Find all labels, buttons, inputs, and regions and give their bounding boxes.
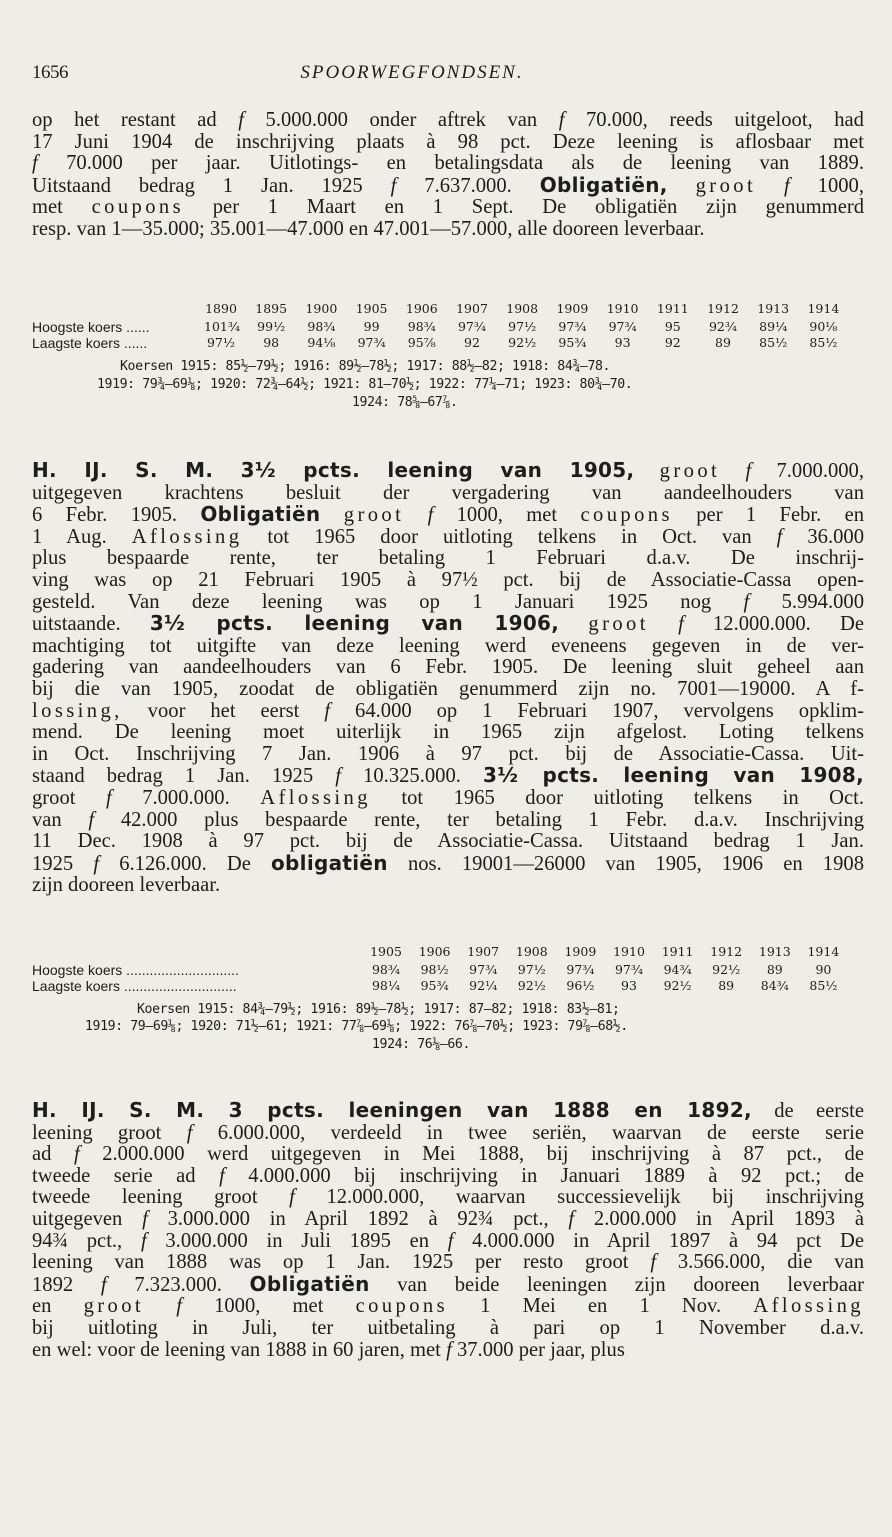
price-table-1905-loan bbox=[32, 944, 864, 1064]
section2-line: staand bedrag 1 Jan. 1925 f 10.325.000. 3½ pcts. leening van 1908, bbox=[32, 763, 865, 788]
price-table-1889-loan bbox=[32, 301, 864, 421]
year-cell: 1895 bbox=[255, 301, 288, 316]
price-cell: 85½ bbox=[759, 335, 788, 350]
price-cell: 85½ bbox=[809, 978, 838, 993]
section2-line: gesteld. Van deze leening was op 1 Januari 1925 nog f 5.994.000 bbox=[32, 590, 864, 613]
price-cell: 92 bbox=[464, 335, 480, 350]
year-cell: 1908 bbox=[515, 944, 548, 959]
section2-line: in Oct. Inschrijving 7 Jan. 1906 à 97 pct. bij de Associatie-Cassa. Uit- bbox=[32, 742, 864, 765]
section3-line: uitgegeven f 3.000.000 in April 1892 à 92¾ pct., f 2.000.000 in April 1893 à bbox=[32, 1207, 864, 1230]
year-cell: 1914 bbox=[807, 301, 840, 316]
price-cell: 95¾ bbox=[420, 978, 449, 993]
price-cell: 85½ bbox=[809, 335, 838, 350]
price-cell: 97½ bbox=[206, 335, 236, 350]
price-cell: 94⅛ bbox=[307, 335, 336, 350]
row-label: Hoogste koers ............................. bbox=[32, 962, 239, 978]
section2-line: uitstaande. 3½ pcts. leening van 1906, groot f 12.000.000. De bbox=[32, 611, 865, 636]
price-cell: 89 bbox=[715, 335, 731, 350]
section3-line: ad f 2.000.000 werd uitgegeven in Mei 1888, bij inschrijving à 87 pct., de bbox=[32, 1143, 864, 1166]
row-label: Laagste koers ............................. bbox=[32, 978, 237, 994]
price-cell: 92½ bbox=[508, 335, 537, 350]
price-note: 1919: 79¾—69⅛; 1920: 72¾—64½; 1921: 81—70½; 1922: 77¼—71; 1923: 80¾—70. bbox=[97, 377, 633, 392]
year-cell: 1906 bbox=[405, 301, 438, 316]
section-loans-1905-1906-1908 bbox=[32, 460, 864, 897]
price-cell: 98¾ bbox=[307, 319, 336, 334]
price-cell: 94¾ bbox=[663, 962, 692, 977]
section2-line: 1925 f 6.126.000. De obligatiën nos. 19001—26000 van 1905, 1906 en 1908 bbox=[32, 850, 864, 875]
price-cell: 92 bbox=[664, 335, 681, 350]
row-label: Laagste koers ...... bbox=[32, 335, 148, 351]
price-cell: 84¾ bbox=[760, 978, 789, 993]
section2-line: H. IJ. S. M. 3½ pcts. leening van 1905, groot f 7.000.000, bbox=[32, 458, 864, 482]
price-cell: 92½ bbox=[663, 978, 692, 993]
year-cell: 1906 bbox=[418, 944, 451, 959]
section2-line: lossing, voor het eerst f 64.000 op 1 Februari 1907, vervolgens opklim- bbox=[32, 699, 864, 722]
price-cell: 97½ bbox=[517, 962, 546, 977]
section3-line: leening groot f 6.000.000, verdeeld in twee seriën, waarvan de eerste serie bbox=[32, 1121, 864, 1144]
price-cell: 95¾ bbox=[558, 335, 587, 350]
section2-line: uitgegeven krachtens besluit der vergadering van aandeelhouders van bbox=[32, 481, 864, 504]
price-cell: 97¾ bbox=[566, 962, 595, 977]
price-cell: 97¾ bbox=[558, 319, 587, 334]
year-cell: 1905 bbox=[370, 944, 402, 959]
price-cell: 90⅛ bbox=[809, 319, 838, 334]
year-cell: 1909 bbox=[556, 301, 589, 316]
section3-line: tweede leening groot f 12.000.000, waarvan successievelijk bij inschrijving bbox=[32, 1186, 864, 1209]
price-cell: 97¾ bbox=[469, 962, 498, 977]
year-cell: 1912 bbox=[710, 944, 743, 959]
year-cell: 1914 bbox=[807, 944, 840, 959]
year-cell: 1913 bbox=[757, 301, 790, 316]
section2-line: machtiging tot uitgifte van deze leening werd eveneens gegeven in de ver- bbox=[32, 634, 864, 657]
section2-line: bij die van 1905, zoodat de obligatiën genummerd zijn no. 7001—19000. A f- bbox=[32, 677, 864, 700]
year-cell: 1890 bbox=[205, 301, 237, 316]
price-cell: 97¾ bbox=[357, 335, 386, 350]
price-cell: 93 bbox=[614, 335, 631, 350]
price-cell: 95⅞ bbox=[407, 335, 436, 350]
price-cell: 90 bbox=[815, 962, 832, 977]
section2-line: mend. De leening moet uiterlijk in 1965 zijn afgelost. Loting telkens bbox=[32, 721, 864, 744]
section3-line: en wel: voor de leening van 1888 in 60 jaren, met f 37.000 per jaar, plus bbox=[32, 1338, 625, 1361]
section2-line: 6 Febr. 1905. Obligatiën groot f 1000, met coupons per 1 Febr. en bbox=[32, 502, 865, 527]
price-cell: 98¾ bbox=[371, 962, 401, 977]
price-note: 1924: 76⅛—66. bbox=[372, 1037, 471, 1052]
year-cell: 1907 bbox=[467, 944, 500, 959]
price-cell: 97¾ bbox=[608, 319, 637, 334]
year-cell: 1907 bbox=[456, 301, 488, 316]
price-cell: 92½ bbox=[517, 978, 546, 993]
section2-line: 1 Aug. Aflossing tot 1965 door uitloting telkens in Oct. van f 36.000 bbox=[32, 525, 864, 548]
price-cell: 92¾ bbox=[708, 319, 738, 334]
price-cell: 97½ bbox=[508, 319, 537, 334]
section2-line: plus bespaarde rente, ter betaling 1 Februari d.a.v. De inschrij- bbox=[32, 547, 864, 570]
price-cell: 93 bbox=[621, 978, 637, 993]
section3-line: H. IJ. S. M. 3 pcts. leeningen van 1888 en 1892, de eerste bbox=[32, 1098, 865, 1122]
year-cell: 1911 bbox=[656, 301, 689, 316]
price-note: Koersen 1915: 85½—79½; 1916: 89½—78½; 1917: 88½—82; 1918: 84¾—78. bbox=[120, 359, 611, 374]
section3-line: bij uitloting in Juli, ter uitbetaling à pari op 1 November d.a.v. bbox=[32, 1316, 864, 1339]
price-cell: 89 bbox=[766, 962, 783, 977]
page-number: 1656 bbox=[32, 62, 68, 83]
intro-line: resp. van 1—35.000; 35.001—47.000 en 47.001—57.000, alle dooreen leverbaar. bbox=[32, 217, 705, 240]
year-cell: 1909 bbox=[564, 944, 597, 959]
intro-line: op het restant ad f 5.000.000 onder aftrek van f 70.000, reeds uitgeloot, had bbox=[32, 109, 864, 131]
price-cell: 98 bbox=[263, 335, 280, 350]
price-note: Koersen 1915: 84¾—79½; 1916: 89½—78½; 1917: 87—82; 1918: 83½—81; bbox=[137, 1002, 620, 1017]
section3-line: en groot f 1000, met coupons 1 Mei en 1 Nov. Aflossing bbox=[32, 1295, 864, 1318]
section2-line: zijn dooreen leverbaar. bbox=[32, 874, 221, 897]
year-cell: 1910 bbox=[606, 301, 639, 316]
year-cell: 1913 bbox=[758, 944, 791, 959]
section3-line: leening van 1888 was op 1 Jan. 1925 per resto groot f 3.566.000, die van bbox=[32, 1251, 864, 1274]
year-cell: 1905 bbox=[355, 301, 388, 316]
price-note: 1924: 78⅝—67⅞. bbox=[352, 395, 458, 410]
year-cell: 1912 bbox=[707, 301, 739, 316]
section2-line: groot f 7.000.000. Aflossing tot 1965 door uitloting telkens in Oct. bbox=[32, 786, 865, 809]
intro-paragraph bbox=[32, 110, 864, 241]
section3-line: 1892 f 7.323.000. Obligatiën van beide leeningen zijn dooreen leverbaar bbox=[32, 1271, 864, 1296]
price-cell: 99 bbox=[363, 319, 380, 334]
price-cell: 92¼ bbox=[469, 978, 498, 993]
section3-line: 94¾ pct., f 3.000.000 in Juli 1895 en f 4.000.000 in April 1897 à 94 pct De bbox=[32, 1229, 864, 1252]
price-cell: 98½ bbox=[420, 962, 449, 977]
section3-line: tweede serie ad f 4.000.000 bij inschrijving in Januari 1889 à 92 pct.; de bbox=[32, 1164, 864, 1187]
intro-line: 17 Juni 1904 de inschrijving plaats à 98 pct. Deze leening is aflosbaar met bbox=[32, 130, 864, 153]
section2-line: ving was op 21 Februari 1905 à 97½ pct. bij de Associatie-Cassa open- bbox=[32, 568, 864, 591]
price-cell: 89¼ bbox=[759, 319, 788, 334]
price-cell: 101¾ bbox=[204, 319, 240, 334]
year-cell: 1908 bbox=[506, 301, 539, 316]
price-cell: 92½ bbox=[712, 962, 741, 977]
price-cell: 97¾ bbox=[457, 319, 487, 334]
year-cell: 1910 bbox=[613, 944, 645, 959]
price-cell: 96½ bbox=[566, 978, 595, 993]
price-cell: 98¾ bbox=[407, 319, 436, 334]
running-header bbox=[32, 62, 852, 92]
year-cell: 1900 bbox=[305, 301, 338, 316]
section2-line: gadering van aandeelhouders van 6 Febr. 1905. De leening sluit geheel aan bbox=[32, 656, 864, 679]
row-label: Hoogste koers ...... bbox=[32, 319, 150, 335]
running-title: SPOORWEGFONDSEN. bbox=[300, 62, 524, 83]
price-cell: 89 bbox=[718, 978, 735, 993]
price-cell: 98¼ bbox=[371, 978, 401, 993]
intro-line: met coupons per 1 Maart en 1 Sept. De obligatiën zijn genummerd bbox=[32, 196, 864, 219]
year-cell: 1911 bbox=[661, 944, 694, 959]
intro-line: Uitstaand bedrag 1 Jan. 1925 f 7.637.000. Obligatiën, groot f 1000, bbox=[32, 172, 864, 197]
intro-line: f 70.000 per jaar. Uitlotings- en betalingsdata als de leening van 1889. bbox=[32, 152, 864, 175]
price-cell: 95 bbox=[664, 319, 681, 334]
price-cell: 99½ bbox=[257, 319, 286, 334]
price-note: 1919: 79—69⅛; 1920: 71½—61; 1921: 77⅞—69⅛; 1922: 76⅞—70½; 1923: 79⅞—68½. bbox=[85, 1019, 628, 1034]
section-loans-1888-1892 bbox=[32, 1100, 864, 1361]
price-cell: 97¾ bbox=[614, 962, 644, 977]
section2-line: 11 Dec. 1908 à 97 pct. bij de Associatie-Cassa. Uitstaand bedrag 1 Jan. bbox=[32, 830, 864, 853]
section2-line: van f 42.000 plus bespaarde rente, ter betaling 1 Febr. d.a.v. Inschrijving bbox=[32, 808, 864, 831]
